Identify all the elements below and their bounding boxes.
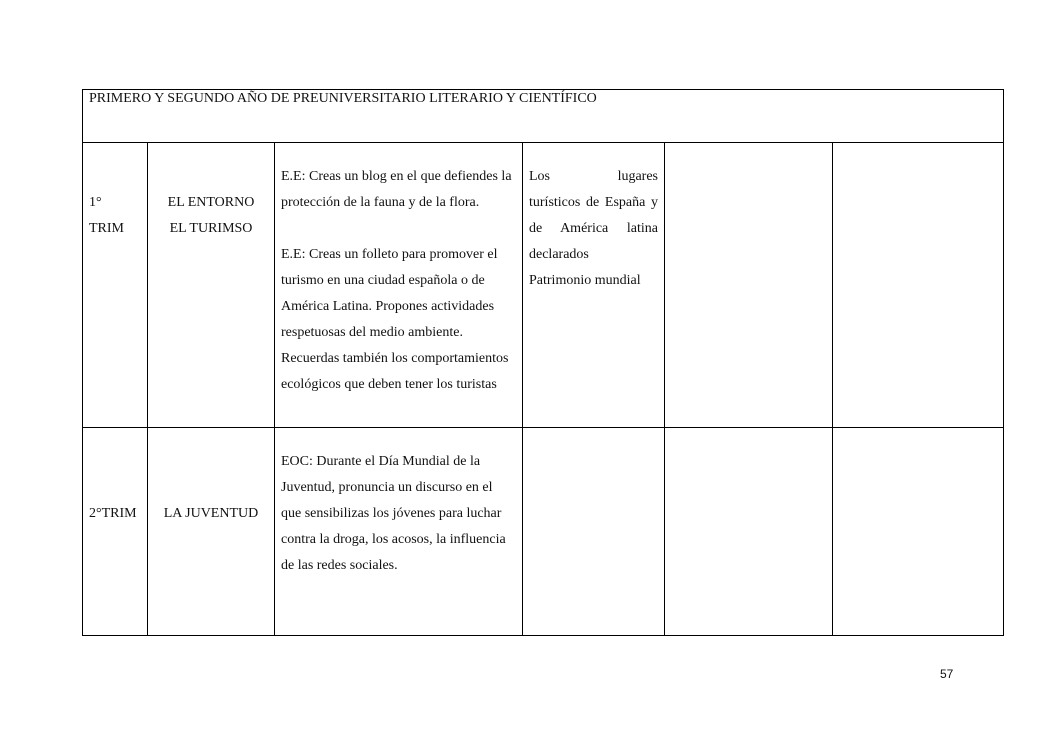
contents-line-1: Los lugares: [529, 169, 658, 184]
tasks-cell: [275, 428, 523, 636]
contents-last-line: Patrimonio mundial: [529, 273, 641, 288]
contents-cell: [523, 143, 665, 428]
table-header-cell: [83, 90, 1004, 143]
period-line-2: TRIM: [89, 221, 124, 236]
period-line-1: 1°: [89, 195, 102, 210]
table-header-row: [83, 90, 1004, 143]
period-cell: [83, 143, 148, 428]
contents-middle: turísticos de España y de América latina declarados: [529, 195, 658, 262]
theme-cell: [148, 428, 275, 636]
page-number: 57: [940, 667, 954, 681]
table-row: [83, 143, 1004, 428]
table-header-title: PRIMERO Y SEGUNDO AÑO DE PREUNIVERSITARIO LITERARIO Y CIENTÍFICO: [89, 91, 597, 106]
empty-cell: [833, 428, 1004, 636]
theme-text: LA JUVENTUD: [163, 506, 259, 521]
theme-line-1: EL ENTORNO: [167, 195, 255, 210]
table-row: [83, 428, 1004, 636]
theme-line-2: EL TURIMSO: [169, 221, 253, 236]
tasks-cell: [275, 143, 523, 428]
task-text-2: E.E: Creas un folleto para promover el turismo en una ciudad española o de América Latina. Propones actividades respetuosas del medio ambiente. Recuerdas también los comportamientos ecológicos que deben tener los turistas: [281, 247, 509, 392]
theme-cell: [148, 143, 275, 428]
task-text: EOC: Durante el Día Mundial de la Juventud, pronuncia un discurso en el que sensibilizas los jóvenes para luchar contra la droga, los acosos, la influencia de las redes sociales.: [281, 454, 506, 573]
empty-cell: [665, 143, 833, 428]
empty-cell: [833, 143, 1004, 428]
curriculum-table: [82, 89, 1004, 636]
task-text-1: E.E: Creas un blog en el que defiendes la protección de la fauna y de la flora.: [281, 169, 512, 210]
empty-cell: [523, 428, 665, 636]
period-text: 2°TRIM: [89, 506, 137, 521]
empty-cell: [665, 428, 833, 636]
period-cell: [83, 428, 148, 636]
